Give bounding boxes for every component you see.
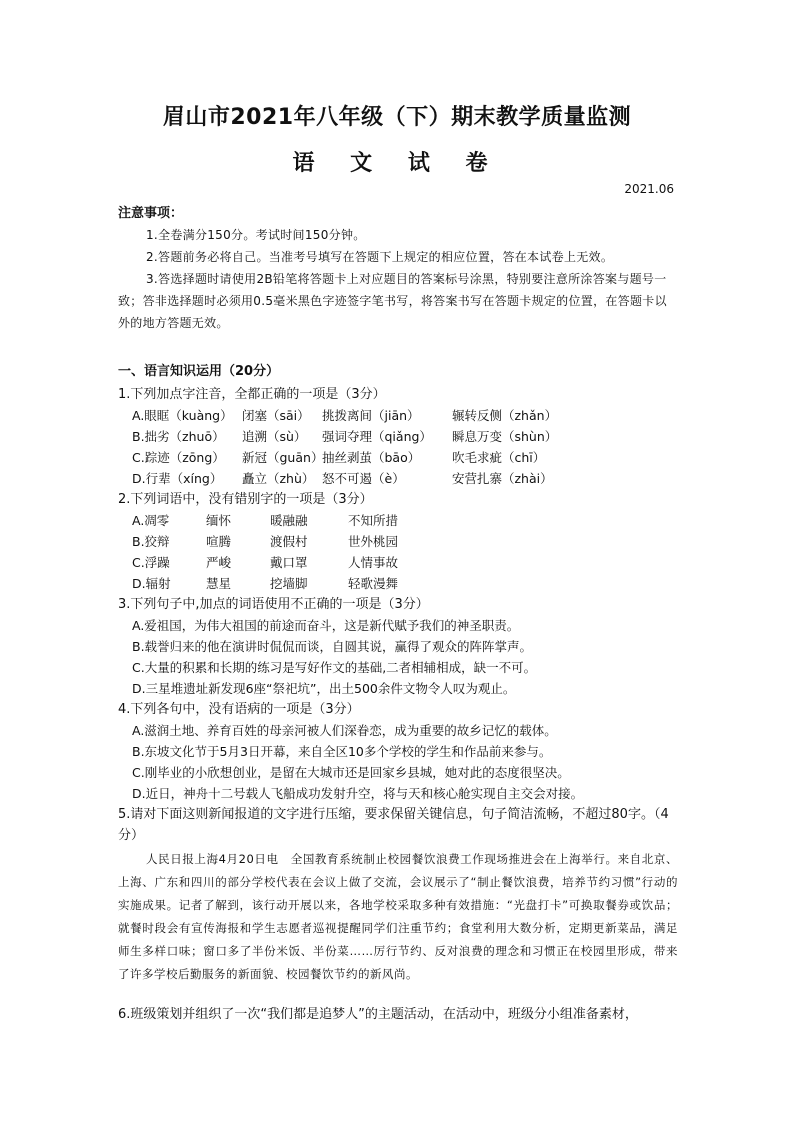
option-cell: 挑拨离间（jiān） [322,408,420,423]
option-cell: A.眼眶（kuàng） [132,408,233,423]
option-cell: 严峻 [206,555,232,570]
option-cell: B.狡辩 [132,534,170,549]
question-3-option: A.爱祖国，为伟大祖国的前途而奋斗，这是新代赋予我们的神圣职责。 [132,618,520,633]
option-cell: 暖融融 [270,513,308,528]
option-cell: 挖墙脚 [270,576,308,591]
option-cell: 强词夺理（qiǎng） [322,429,432,444]
option-cell: B.拙劣（zhuō） [132,429,225,444]
option-cell: 追溯（sù） [242,429,307,444]
question-2-stem: 2.下列词语中，没有错别字的一项是（3分） [118,492,373,507]
question-3-option: B.载誉归来的他在演讲时侃侃而谈，自圆其说，赢得了观众的阵阵掌声。 [132,639,533,654]
option-cell: 人情事故 [348,555,399,570]
option-cell: 辗转反侧（zhǎn） [452,408,558,423]
option-cell: C.踪迹（zōng） [132,450,225,465]
option-cell: 不知所措 [348,513,399,528]
option-cell: 世外桃园 [348,534,399,549]
option-cell: 戴口罩 [270,555,308,570]
question-3-option: C.大量的积累和长期的练习是写好作文的基础,二者相辅相成，缺一不可。 [132,660,537,675]
news-passage: 人民日报上海4月20日电 全国教育系统制止校园餐饮浪费工作现场推进会在上海举行。来自北京、上海、广东和四川的部分学校代表在会议上做了交流，会议展示了“制止餐饮浪费，培养节约习惯”行动的实施成果。记者了解到，该行动开展以来，各地学校采取多种有效措施：“光盘打卡”可换取餐券或饮品；就餐时段会有宣传海报和学生志愿者巡视提醒同学们注重节约；食堂利用大数分析，定期更新菜品，满足师生多样口味；窗口多了半份米饭、半份菜……厉行节约、反对浪费的理念和习惯正在校园里形成，带来了许多学校后勤服务的新面貌、校园餐饮节约的新风尚。 [118,852,678,981]
option-cell: 新冠（guān） [242,450,324,465]
notice-item: 1.全卷满分150分。考试时间150分钟。 [146,228,366,242]
question-3-stem: 3.下列句子中,加点的词语使用不正确的一项是（3分） [118,597,429,612]
notice-item: 3.答选择题时请使用2B铅笔将答题卡上对应题目的答案标号涂黑，特别要注意所涂答案与题号一致；答非选择题时必须用0.5毫米黑色字迹签字笔书写，将答案书写在答题卡规定的位置，在答题卡以外的地方答题无效。 [118,272,667,330]
option-cell: 缅怀 [206,513,232,528]
question-2-option-row [118,510,678,531]
option-cell: 怒不可遏（è） [322,471,405,486]
option-cell: 安营扎寨（zhài） [452,471,553,486]
question-4-option: B.东坡文化节于5月3日开幕，来自全区10多个学校的学生和作品前来参与。 [132,744,552,759]
question-1-stem: 1.下列加点字注音，全都正确的一项是（3分） [118,387,386,402]
question-4-stem: 4.下列各句中，没有语病的一项是（3分） [118,702,360,717]
option-cell: 轻歌漫舞 [348,576,399,591]
notice-item: 2.答题前务必将自己。当准考号填写在答题下上规定的相应位置，答在本试卷上无效。 [146,250,614,264]
option-cell: D.辐射 [132,576,171,591]
option-cell: 闭塞（sāi） [242,408,310,423]
option-cell: 喧腾 [206,534,232,549]
exam-content [118,204,678,1026]
section-heading: 一、语言知识运用（20分） [118,364,280,379]
question-1-option-row [118,447,678,468]
question-4-option: C.刚毕业的小欣想创业，是留在大城市还是回家乡县城，她对此的态度很坚决。 [132,765,570,780]
question-1-option-row [118,426,678,447]
question-5-stem: 5.请对下面这则新闻报道的文字进行压缩，要求保留关键信息，句子简洁流畅，不超过80字。（4分） [118,807,669,843]
exam-subtitle: 语 文 试 卷 [292,151,502,176]
question-1-option-row [118,468,678,489]
exam-date: 2021.06 [624,182,674,196]
question-4-option: A.滋润土地、养育百姓的母亲河被人们深眷恋，成为重要的故乡记忆的载体。 [132,723,557,738]
question-4-option: D.近日，神舟十二号载人飞船成功发射升空，将与天和核心舱实现自主交会对接。 [132,786,584,801]
option-cell: 渡假村 [270,534,308,549]
option-cell: 慧星 [206,576,232,591]
question-1-option-row [118,405,678,426]
question-3-option: D.三星堆遗址新发现6座“祭祀坑”，出土500余件文物令人叹为观止。 [132,681,516,696]
question-2-option-row [118,573,678,594]
option-cell: C.浮躁 [132,555,170,570]
option-cell: D.行辈（xíng） [132,471,223,486]
option-cell: 矗立（zhù） [242,471,315,486]
question-2-option-row [118,531,678,552]
option-cell: 抽丝剥茧（bāo） [322,450,421,465]
option-cell: 吹毛求疵（chī） [452,450,546,465]
option-cell: A.凋零 [132,513,170,528]
notice-heading: 注意事项： [118,206,184,221]
option-cell: 瞬息万变（shùn） [452,429,558,444]
question-6-stem: 6.班级策划并组织了一次“我们都是追梦人”的主题活动，在活动中，班级分小组准备素材， [118,1007,638,1022]
exam-title: 眉山市2021年八年级（下）期末教学质量监测 [162,105,632,130]
question-2-option-row [118,552,678,573]
